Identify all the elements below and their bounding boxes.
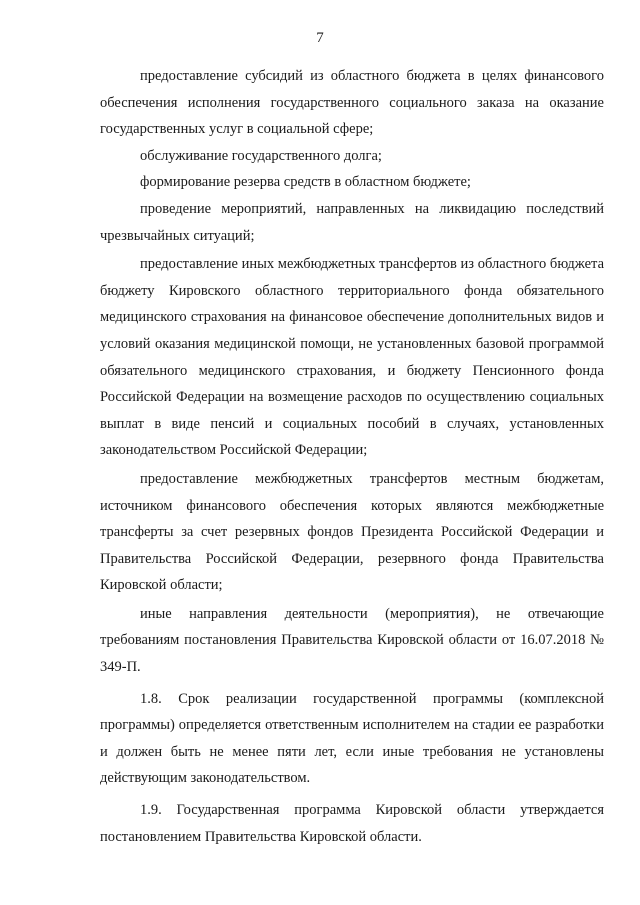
paragraph-emergency: проведение мероприятий, направленных на ликвидацию последствий чрезвычайных ситуаций; — [100, 200, 604, 244]
paragraph-subsidies: предоставление субсидий из областного бюджета в целях финансового обеспечения исполнения государственного социального заказа на оказание государственных услуг в социальной сфере; — [100, 68, 604, 138]
paragraph-1-8: 1.8. Срок реализации государственной программы (комплексной программы) определяется ответственным исполнителем на стадии ее разработки и должен быть не менее пяти лет, если иные требования не установлены действующим законодательством. — [100, 690, 604, 787]
document-body — [100, 63, 604, 850]
paragraph-debt-service: обслуживание государственного долга; — [140, 147, 382, 164]
paragraph-1-9: 1.9. Государственная программа Кировской области утверждается постановлением Правительства Кировской области. — [100, 802, 604, 845]
paragraph-reserve: формирование резерва средств в областном бюджете; — [140, 174, 471, 191]
page-number: 7 — [316, 30, 324, 46]
paragraph-local-budgets: предоставление межбюджетных трансфертов местным бюджетам, источником финансового обеспечения которых являются межбюджетные трансферты за счет резервных фондов Президента Российской Федерации и Правительства Российской Федерации, резервного фонда Правительства Кировской области; — [100, 470, 604, 594]
paragraph-interbudget-transfers: предоставление иных межбюджетных трансфертов из областного бюджета бюджету Кировского областного территориального фонда обязательного медицинского страхования на финансовое обеспечение дополнительных видов и условий оказания медицинской помощи, не установленных базовой программой обязательного медицинского страхования, и бюджету Пенсионного фонда Российской Федерации на возмещение расходов по осуществлению социальных выплат в виде пенсий и социальных пособий в случаях, установленных законодательством Российской Федерации; — [100, 256, 604, 459]
paragraph-other-directions: иные направления деятельности (мероприятия), не отвечающие требованиям постановления Правительства Кировской области от 16.07.2018 № 349-П. — [100, 605, 604, 676]
